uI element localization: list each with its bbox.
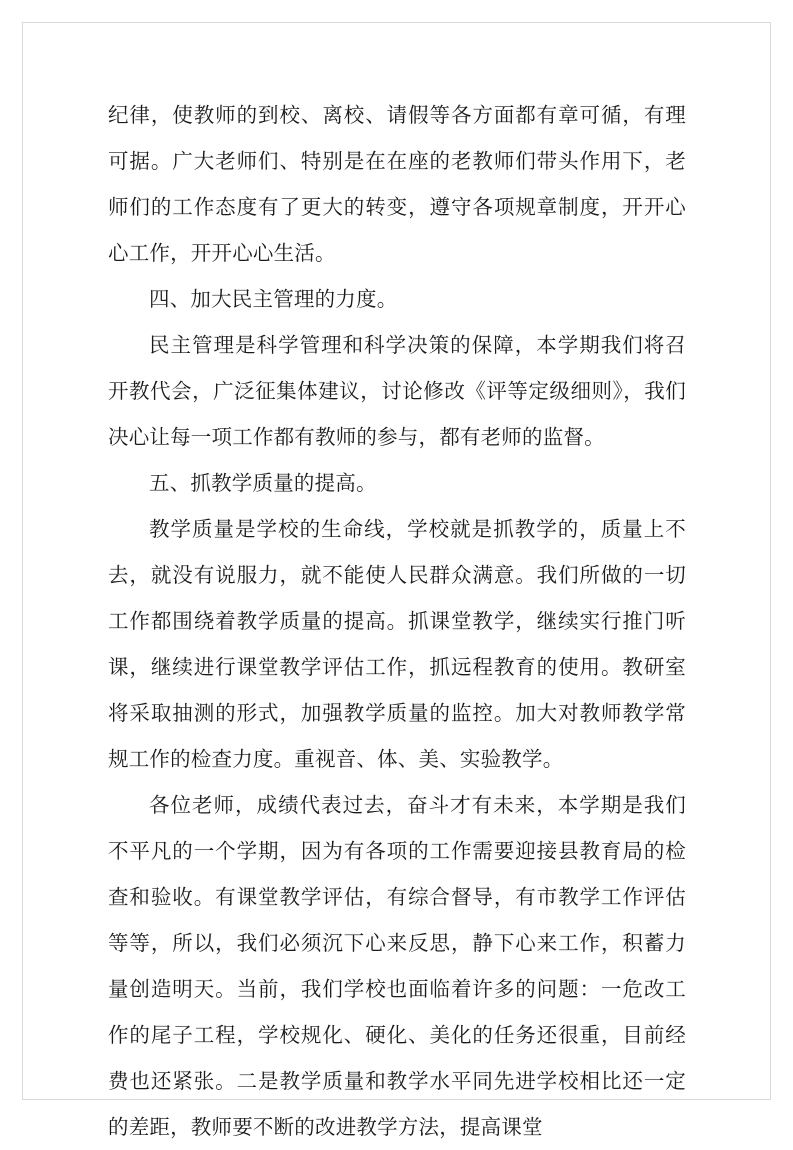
paragraph: 民主管理是科学管理和科学决策的保障，本学期我们将召开教代会，广泛征集体建议，讨论修改《评等定级细则》，我们决心让每一项工作都有教师的参与，都有老师的监督。: [108, 333, 686, 449]
paragraph-heading-five: 五、抓教学质量的提高。: [149, 471, 377, 495]
paragraph: 纪律，使教师的到校、离校、请假等各方面都有章可循，有理可据。广大老师们、特别是在在座的老教师们带头作用下，老师们的工作态度有了更大的转变，遵守各项规章制度，开开心心工作，开开心心生活。: [108, 103, 686, 265]
document-text-body: [108, 92, 686, 1150]
paragraph: 教学质量是学校的生命线，学校就是抓教学的，质量上不去，就没有说服力，就不能使人民群众满意。我们所做的一切工作都围绕着教学质量的提高。抓课堂教学，继续实行推门听课，继续进行课堂教学评估工作，抓远程教育的使用。教研室将采取抽测的形式，加强教学质量的监控。加大对教师教学常规工作的检查力度。重视音、体、美、实验教学。: [108, 517, 686, 771]
paragraph-heading-four: 四、加大民主管理的力度。: [149, 287, 398, 311]
paragraph: 各位老师，成绩代表过去，奋斗才有未来，本学期是我们不平凡的一个学期，因为有各项的工作需要迎接县教育局的检查和验收。有课堂教学评估，有综合督导，有市教学工作评估等等，所以，我们必须沉下心来反思，静下心来工作，积蓄力量创造明天。当前，我们学校也面临着许多的问题：一危改工作的尾子工程，学校规化、硬化、美化的任务还很重，目前经费也还紧张。二是教学质量和教学水平同先进学校相比还一定的差距，教师要不断的改进教学方法，提高课堂: [108, 793, 686, 1139]
